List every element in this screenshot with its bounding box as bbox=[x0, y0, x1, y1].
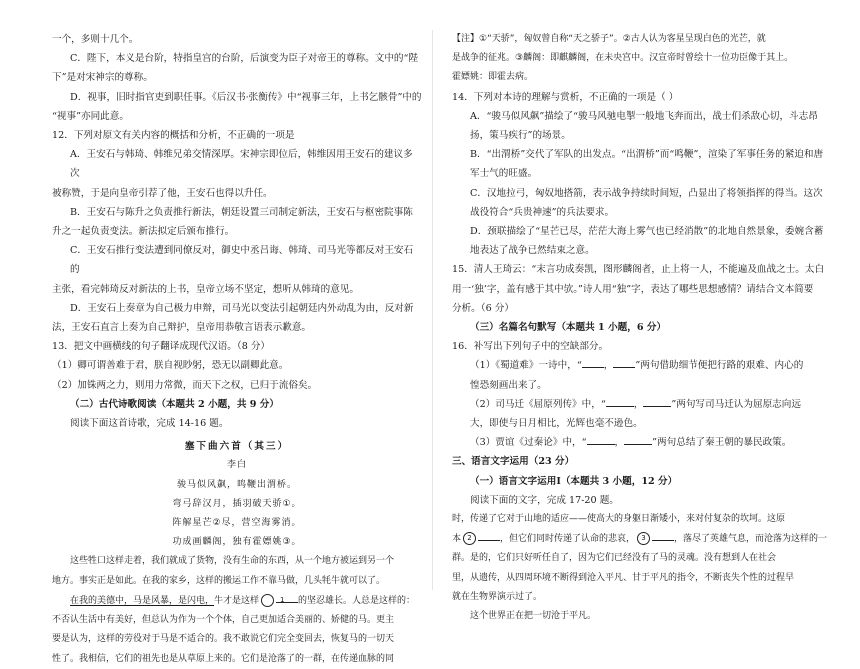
q12-option-b-cont: 升之一起负责变法。新法拟定后颁布推行。 bbox=[52, 226, 235, 238]
answer-blank bbox=[643, 395, 671, 407]
passage-line: 这个世界正在把一切沧于平凡。 bbox=[470, 611, 597, 622]
item-text: ， bbox=[614, 437, 625, 449]
passage-text: ，但它们同时传递了认命的悲哀， bbox=[500, 534, 636, 545]
q14-option-d-cont: 地表达了战争已然结束之意。 bbox=[470, 245, 595, 257]
left-column bbox=[52, 30, 422, 669]
answer-blank bbox=[478, 529, 500, 541]
question-15-cont: 用一‘独’字，盖有感于其中欤。”诗人用“独”字，表达了哪些思想感情？请结合文本简要 bbox=[452, 283, 814, 295]
q14-option-c: C．汉地拉弓，匈奴地搭箭，表示战争持续时间短，凸显出了将领指挥的得当。这次 bbox=[470, 187, 823, 199]
q12-option-d: D．王安石上奏章为自己极力申辩，司马光以变法引起朝廷内外动乱为由，反对新 bbox=[70, 302, 414, 314]
q12-option-c: C．王安石推行变法遭到同僚反对，御史中丞吕诲、韩琦、司马光等都反对王安石的 bbox=[70, 245, 414, 276]
item-text: （3）贾谊《过秦论》中，“ bbox=[470, 437, 587, 449]
answer-blank bbox=[582, 356, 604, 368]
q12-option-a-cont: 被称赞，于是向皇帝引荐了他，王安石也得以升任。 bbox=[52, 187, 273, 199]
option-c-cont: 下”是对宋神宗的尊称。 bbox=[52, 72, 153, 84]
poem-line: 功成画麟阁，独有霍嫖姚③。 bbox=[172, 537, 302, 548]
passage-line: 这些牲口这样走着，我们就成了货物，没有生命的东西，从一个地方被运到另一个 bbox=[70, 556, 395, 567]
q13-item-1: （1）卿可谓善难于君，朕自视眇躬，恐无以副卿此意。 bbox=[52, 360, 289, 372]
q12-option-c-cont: 主张，看完韩琦反对新法的上书，皇帝立场不坚定，想听从韩琦的意见。 bbox=[52, 283, 359, 295]
q12-option-a: A．王安石与韩琦、韩维兄弟交情深厚。宋神宗即位后，韩维因用王安石的建议多次 bbox=[70, 149, 413, 180]
passage-line bbox=[452, 529, 830, 549]
poem-line: 弯弓辞汉月，插羽破天骄①。 bbox=[172, 498, 302, 509]
passage-text: ，落尽了英雄气息，而沧落为这样的一 bbox=[674, 534, 828, 545]
passage-text: 牛才是这样 bbox=[214, 595, 260, 606]
part-heading: 三、语言文字运用（23 分） bbox=[452, 456, 575, 468]
poem-note: 是战争的征兆。③麟阁：即麒麟阁，在未央宫中。汉宣帝时曾绘十一位功臣像于其上。 bbox=[452, 53, 794, 64]
option-d-cont: “视事”亦同此意。 bbox=[52, 110, 129, 122]
poem-note: 【注】①“天骄”，匈奴曾自称“天之骄子”。②古人认为客星呈现白色的光芒，就 bbox=[452, 34, 766, 44]
passage-text: 的坚忍雄长。人总是这样的： bbox=[298, 595, 416, 606]
q14-option-a: A．“骏马似风飙”描绘了“骏马风驰电掣一般地飞奔而出，战士们杀敌心切，斗志昂 bbox=[470, 110, 818, 122]
answer-blank bbox=[606, 395, 634, 407]
passage-line: 性了。我相信，它们的祖先也是从草原上来的。它们是沧落了的一群，在传递血脉的同 bbox=[52, 653, 395, 664]
poem-line: 阵解星芒②尽，营空海雾消。 bbox=[172, 518, 302, 529]
section-intro: 阅读下面这首诗歌，完成 14-16 题。 bbox=[70, 418, 229, 430]
section-heading: （二）古代诗歌阅读（本题共 2 小题，共 9 分） bbox=[70, 398, 279, 410]
poem-author: 李白 bbox=[226, 460, 247, 471]
q16-item-2-cont: 大，即使与日月相比，光辉也毫不逊色。 bbox=[470, 418, 643, 430]
q14-option-b: B．“出渭桥”交代了军队的出发点。“出渭桥”而“鸣鞭”，渲染了军事任务的紧迫和唐 bbox=[470, 149, 824, 161]
question-15-cont: 分析。（6 分） bbox=[452, 302, 514, 314]
answer-blank bbox=[613, 356, 635, 368]
item-text: ， bbox=[603, 360, 614, 372]
q14-option-a-cont: 扬，策马疾行”的场景。 bbox=[470, 130, 571, 142]
item-text: ”两句写司马迁认为屈原志向远 bbox=[671, 398, 801, 410]
answer-blank bbox=[624, 433, 652, 445]
question-12: 12．下列对原文有关内容的概括和分析，不正确的一项是 bbox=[52, 130, 295, 142]
q12-option-b: B．王安石与陈升之负责推行新法，朝廷设置三司制定新法，王安石与枢密院事陈 bbox=[70, 206, 413, 218]
passage-line: 地方。事实正是如此。在我的家乡，这样的搬运工作不靠马做，几头牦牛就可以了。 bbox=[52, 575, 386, 586]
item-text: ”两句总结了秦王朝的暴民政策。 bbox=[652, 437, 792, 449]
answer-blank bbox=[652, 529, 674, 541]
item-text: （1）《蜀道难》一诗中，“ bbox=[470, 360, 582, 372]
column-divider bbox=[432, 30, 433, 590]
option-c: C．陛下，本义是台阶，特指皇宫的台阶，后演变为臣子对帝王的尊称。文中的“陛 bbox=[70, 53, 419, 65]
q16-item-1-cont: 惶恐刻画出来了。 bbox=[470, 379, 547, 391]
poem-line: 骏马似风飙，鸣鞭出渭桥。 bbox=[176, 479, 297, 490]
passage-line: 就在生物界演示过了。 bbox=[452, 591, 543, 602]
question-14: 14．下列对本诗的理解与赏析，不正确的一项是（ ） bbox=[452, 91, 679, 103]
q14-option-b-cont: 军士气的旺盛。 bbox=[470, 168, 538, 180]
passage-line: 里，从遗传，从四周环境不断得到沧入平凡、甘于平凡的指令，不断丧失个性的过程早 bbox=[452, 572, 795, 583]
blank-marker-3: 3 bbox=[637, 532, 650, 545]
q12-option-d-cont: 法，王安石直言上奏为自己辩护，皇帝用恭敬言语表示歉意。 bbox=[52, 322, 312, 334]
answer-blank bbox=[587, 433, 615, 445]
question-13: 13．把文中画横线的句子翻译成现代汉语。（8 分） bbox=[52, 341, 271, 353]
answer-blank bbox=[276, 591, 298, 603]
passage-line: 不否认生活中有美好，但总认为作为一个个体，自己更加适合美丽的、娇健的马。更主 bbox=[52, 615, 395, 626]
item-text: （2）司马迁《屈原列传》中，“ bbox=[470, 398, 606, 410]
section-intro: 阅读下面的文字，完成 17-20 题。 bbox=[470, 494, 619, 506]
passage-line: 要是认为，这样的劳役对于马是不适合的。我不敢说它们完全变回去，恢复马的一切天 bbox=[52, 634, 395, 645]
poem-note: 霍嫖姚：即霍去病。 bbox=[452, 72, 534, 83]
underlined-sentence: 在我的美德中，马是风暴，是闪电， bbox=[70, 595, 215, 606]
passage-text: 本 bbox=[452, 534, 462, 545]
q14-option-d: D．颈联描绘了“星芒已尽，茫茫大海上雾气也已经消散”的北地自然景象，委婉含蓄 bbox=[470, 226, 824, 238]
option-d: D．视事，旧时指官吏到职任事。《后汉书·张衡传》中“视事三年，上书乞骸骨”中的 bbox=[70, 91, 422, 103]
blank-marker-2: 2 bbox=[463, 532, 476, 545]
q16-item-2 bbox=[452, 395, 830, 414]
item-text: ， bbox=[633, 398, 644, 410]
item-text: ”两句借助细节便把行路的艰难、内心的 bbox=[635, 360, 804, 372]
q16-item-1 bbox=[452, 356, 830, 375]
poem-title: 塞下曲六首（其三） bbox=[184, 441, 290, 453]
blank-marker-1: 1 bbox=[261, 594, 274, 607]
question-16: 16．补写出下列句子中的空缺部分。 bbox=[452, 341, 609, 353]
right-column bbox=[452, 30, 830, 626]
passage-line: 群。是的，它们只好听任自了，因为它们已经没有了马的灵魂。没有想到人在社会 bbox=[452, 553, 777, 564]
q13-item-2: （2）加铢两之力，则用力常微，而天下之权，已归于流俗矣。 bbox=[52, 379, 318, 391]
section-heading: （一）语言文字运用Ⅰ（本题共 3 小题，12 分） bbox=[470, 475, 678, 487]
section-heading: （三）名篇名句默写（本题共 1 小题，6 分） bbox=[470, 322, 667, 334]
q16-item-3 bbox=[452, 433, 830, 452]
text-line: 一个，多则十几个。 bbox=[52, 34, 139, 45]
q14-option-c-cont: 战役符合“兵贵神速”的兵法要求。 bbox=[470, 206, 615, 218]
passage-line bbox=[52, 591, 422, 611]
passage-line: 时，传递了它对于山地的适应——使高大的身躯日渐矮小，来对付复杂的坎坷。这原 bbox=[452, 514, 786, 525]
question-15: 15．清人王琦云：“末言功成奏凯，图形麟阁者，止上将一人，不能遍及血战之士。太白 bbox=[452, 264, 825, 276]
